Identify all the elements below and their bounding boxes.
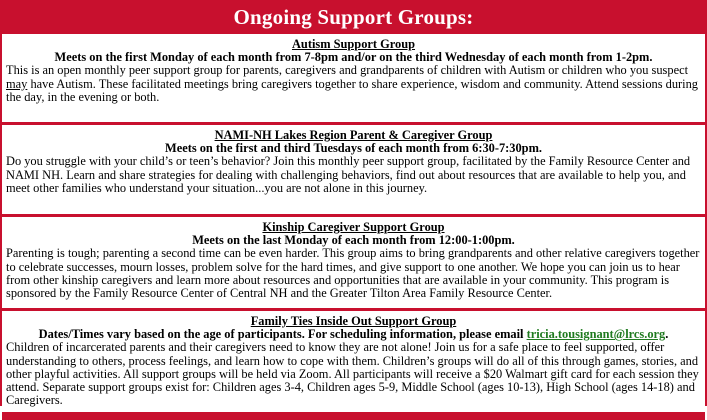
group-schedule: Meets on the last Monday of each month from 12:00-1:00pm. <box>192 233 515 248</box>
description-text: This is an open monthly peer support group for parents, caregivers and grandparents of children with Autism or children who you suspect <box>6 63 689 78</box>
email-link[interactable]: tricia.tousignant@lrcs.org <box>526 327 666 342</box>
group-title: Kinship Caregiver Support Group <box>262 220 445 234</box>
page-title: Ongoing Support Groups: <box>233 4 474 29</box>
group-title: NAMI-NH Lakes Region Parent & Caregiver Group <box>214 128 493 142</box>
kinship-caregiver-group-section <box>2 217 705 308</box>
description-text: have Autism. These facilitated meetings bring caregivers together to share experience, wisdom and community. Attend sessions during the day, in the evening or both. <box>6 76 698 104</box>
nami-nh-group-section <box>2 125 705 214</box>
footer-bar <box>2 412 705 420</box>
autism-support-group-section <box>2 34 705 122</box>
group-description: Children of incarcerated parents and their caregivers need to know they are not alone! Join us for a safe place to feel supported, offer understanding to others, process feelings, and learn how to cope with them. Children’s groups will do all of this through games, stories, and other playful activities. All support groups will be held via Zoom. All participants will receive a $20 Walmart gift card for each session they attend. Separate support groups exist for: Children ages 3-4, Children ages 5-9, Middle School (ages 10-13), High School (ages 14-18) and Caregivers. <box>6 340 699 408</box>
schedule-text: Dates/Times vary based on the age of participants. For scheduling information, please email <box>38 327 527 342</box>
schedule-text-end: . <box>665 327 669 342</box>
group-schedule: Meets on the first and third Tuesdays of each month from 6:30-7:30pm. <box>165 141 542 156</box>
group-title: Autism Support Group <box>291 37 416 51</box>
underlined-word: may <box>6 76 28 91</box>
family-ties-group-section <box>2 311 705 412</box>
group-description: Parenting is tough; parenting a second time can be even harder. This group aims to bring grandparents and other relative caregivers together to celebrate successes, mourn losses, problem solve for the hard times, and give support to one another. We hope you can join us to hear from other kinship caregivers and learn more about resources and opportunities that are available in your community. This program is sponsored by the Family Resource Center of Central NH and the Greater Tilton Area Family Resource Center. <box>6 246 700 301</box>
group-description: Do you struggle with your child’s or teen’s behavior? Join this monthly peer support group, facilitated by the Family Resource Center and NAMI NH. Learn and share strategies for dealing with challenging behaviors, find out about resources that are available to help you, and meet other families who understand your situation...you are not alone in this journey. <box>6 154 691 195</box>
group-schedule: Meets on the first Monday of each month from 7-8pm and/or on the third Wednesday of each month from 1-2pm. <box>54 50 653 65</box>
group-description <box>6 64 701 104</box>
group-title: Family Ties Inside Out Support Group <box>250 314 457 328</box>
